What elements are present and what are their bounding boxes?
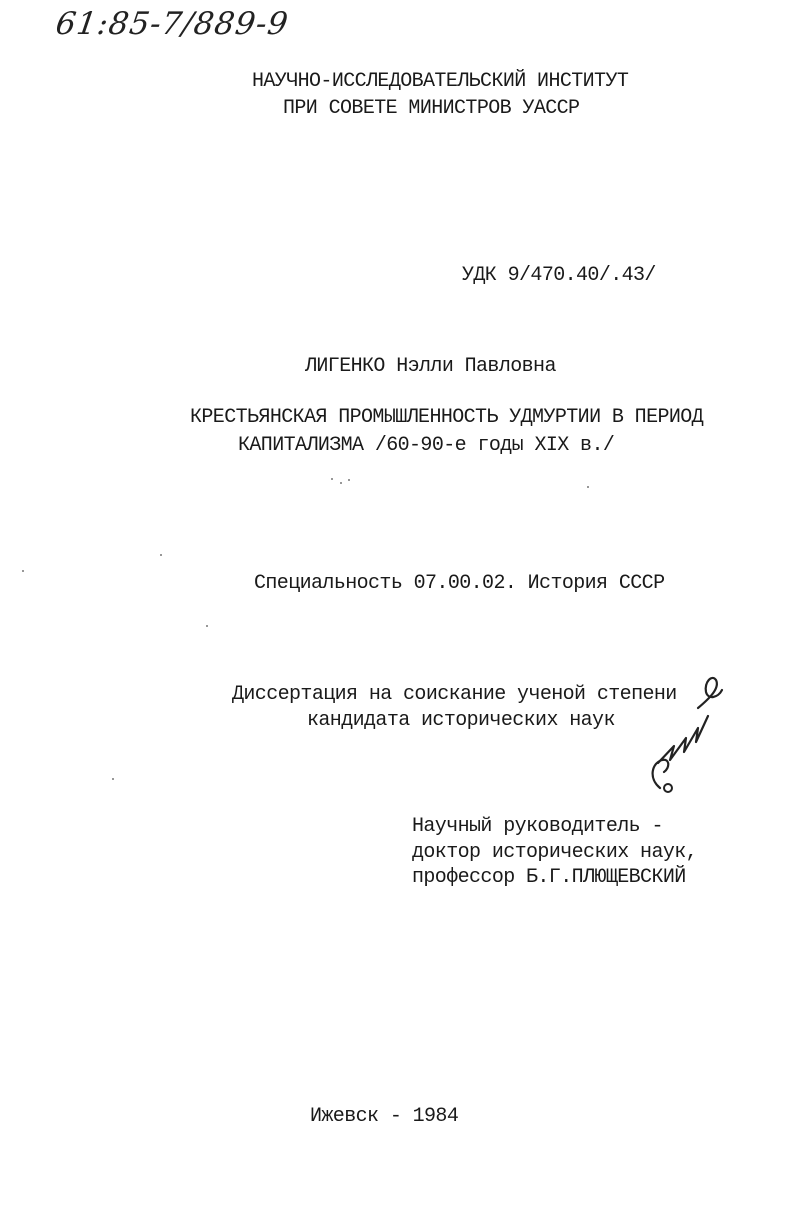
scan-speck — [348, 479, 350, 481]
archive-number: 61:85-7/889-9 — [53, 6, 291, 42]
dissertation-line-1: Диссертация на соискание ученой степени — [232, 683, 677, 706]
dissertation-line-2: кандидата исторических наук — [307, 709, 615, 732]
scan-speck — [22, 570, 24, 572]
institute-line-1: НАУЧНО-ИССЛЕДОВАТЕЛЬСКИЙ ИНСТИТУТ — [252, 70, 629, 93]
place-year: Ижевск - 1984 — [310, 1105, 459, 1128]
udk-code: УДК 9/470.40/.43/ — [462, 264, 656, 287]
supervisor-line-3: профессор Б.Г.ПЛЮЩЕВСКИЙ — [412, 866, 686, 889]
supervisor-line-1: Научный руководитель - — [412, 815, 663, 838]
specialty: Специальность 07.00.02. История СССР — [254, 572, 665, 595]
institute-line-2: ПРИ СОВЕТЕ МИНИСТРОВ УАССР — [283, 97, 580, 120]
author-name: ЛИГЕНКО Нэлли Павловна — [305, 355, 556, 378]
title-line-1: КРЕСТЬЯНСКАЯ ПРОМЫШЛЕННОСТЬ УДМУРТИИ В ПЕРИОД — [190, 406, 704, 429]
author-signature — [640, 668, 730, 798]
scan-speck — [112, 778, 114, 780]
scan-speck — [160, 554, 162, 556]
scan-speck — [340, 482, 342, 484]
scan-speck — [587, 486, 589, 488]
scan-speck — [331, 478, 333, 480]
supervisor-line-2: доктор исторических наук, — [412, 841, 698, 864]
title-line-2: КАПИТАЛИЗМА /60-90-е годы XIX в./ — [238, 434, 615, 457]
scan-speck — [206, 625, 208, 627]
